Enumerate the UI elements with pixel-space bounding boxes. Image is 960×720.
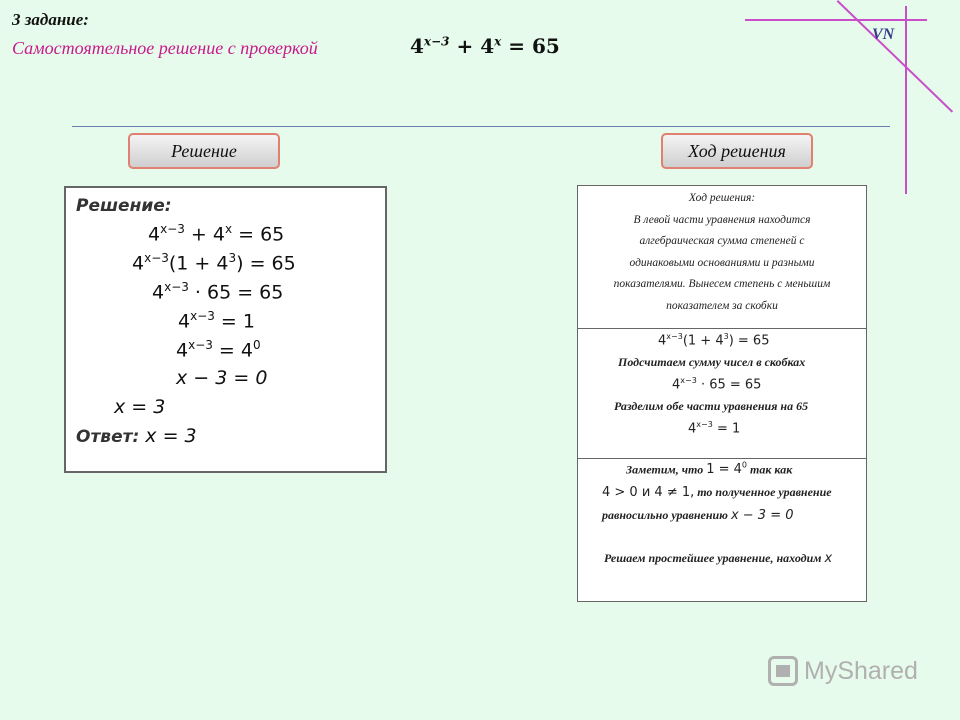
solution-line: x = 3 [114,396,166,418]
solution-line: x − 3 = 0 [176,367,268,389]
steps-cell-factor [578,329,866,459]
steps-intro-line: В левой части уравнения находится [633,213,811,226]
exponent: x [224,222,233,236]
steps-intro-line: одинаковыми основаниями и разными [629,256,815,269]
step-math: x − 3 = 0 [730,508,794,523]
main-equation [410,34,560,58]
step-math: $1 = 4^0$ [706,461,747,478]
steps-intro-line: алгебраическая сумма степеней с [639,235,805,247]
eq-op: + [456,34,474,58]
exponent: x−3 [144,251,169,265]
exponent: x−3 [164,280,189,294]
step-text [602,508,794,523]
exponent: x−3 [188,338,213,352]
solution-line: $4^{x-3} + 4^x = 65$ [148,222,285,246]
step-text: Подсчитаем сумму чисел в скобках [618,355,806,369]
exponent: 0 [252,338,261,352]
step-text-part: то полученное уравнение [697,485,832,499]
step-math: x [824,551,833,566]
solution-line: $4^{x-3} = 4^0$ [176,338,261,362]
exponent: x−3 [160,222,185,236]
eq-exp-1: x−3 [423,34,450,49]
steps-cell-conclusion [578,459,866,601]
step-math: 4 > 0 и 4 ≠ 1, [602,485,695,500]
solution-line: $4^{x-3} = 1$ [178,309,255,333]
deco-line-vertical [905,6,907,194]
solution-line: $4^{x-3} \cdot 65 = 65$ [152,280,284,304]
divider [72,126,890,127]
solution-button[interactable]: Решение [128,133,280,169]
solution-line: $4^{x-3}(1 + 4^3) = 65$ [132,251,296,275]
step-text: Разделим обе части уравнения на 65 [614,399,809,413]
watermark [768,656,918,686]
step-text-part: Заметим, что [626,462,704,477]
steps-intro-line: Ход решения: [688,192,756,204]
steps-button[interactable]: Ход решения [661,133,813,169]
exponent: x−3 [696,420,713,429]
solution-heading: Решение: [76,196,172,216]
eq-rhs: = 65 [508,34,560,58]
step-equation: $4^{x-3} \cdot 65 = 65$ [672,376,762,393]
deco-line-horizontal [745,19,927,21]
step-text-part: Решаем простейшее уравнение, находим [604,551,822,565]
steps-intro-line: показателем за скобки [666,299,778,312]
author-mark: VN [872,26,895,43]
exponent: x−3 [680,376,697,385]
eq-base-2: 4 [480,34,495,58]
answer-value: x = 3 [145,425,197,447]
task-title: 3 задание: [12,10,89,29]
solution-box [64,186,387,473]
eq-exp-2: x [494,34,502,49]
watermark-logo-icon [768,656,798,686]
step-text-part: равносильно уравнению [602,508,728,522]
task-subtitle: Самостоятельное решение с проверкой [12,38,318,58]
steps-intro-line: показателями. Вынесем степень с меньшим [613,278,831,290]
deco-line-diagonal [837,0,953,112]
answer-label: Ответ: [76,427,140,447]
step-text [626,461,792,477]
step-text-part: так как [750,462,793,477]
step-text [602,485,832,500]
steps-cell-intro [578,186,866,329]
step-equation: $4^{x-3} = 1$ [688,420,741,437]
step-text [604,551,832,566]
watermark-text: MyShared [804,656,918,685]
exponent: 0 [741,461,747,470]
answer-line [76,425,197,447]
step-equation: $4^{x-3}(1 + 4^3) = 65$ [658,332,770,349]
exponent: 3 [228,251,237,265]
steps-box [577,185,867,602]
exponent: x−3 [666,332,683,341]
eq-base-1: 4 [410,34,424,58]
exponent: 3 [723,332,729,341]
exponent: x−3 [190,309,215,323]
